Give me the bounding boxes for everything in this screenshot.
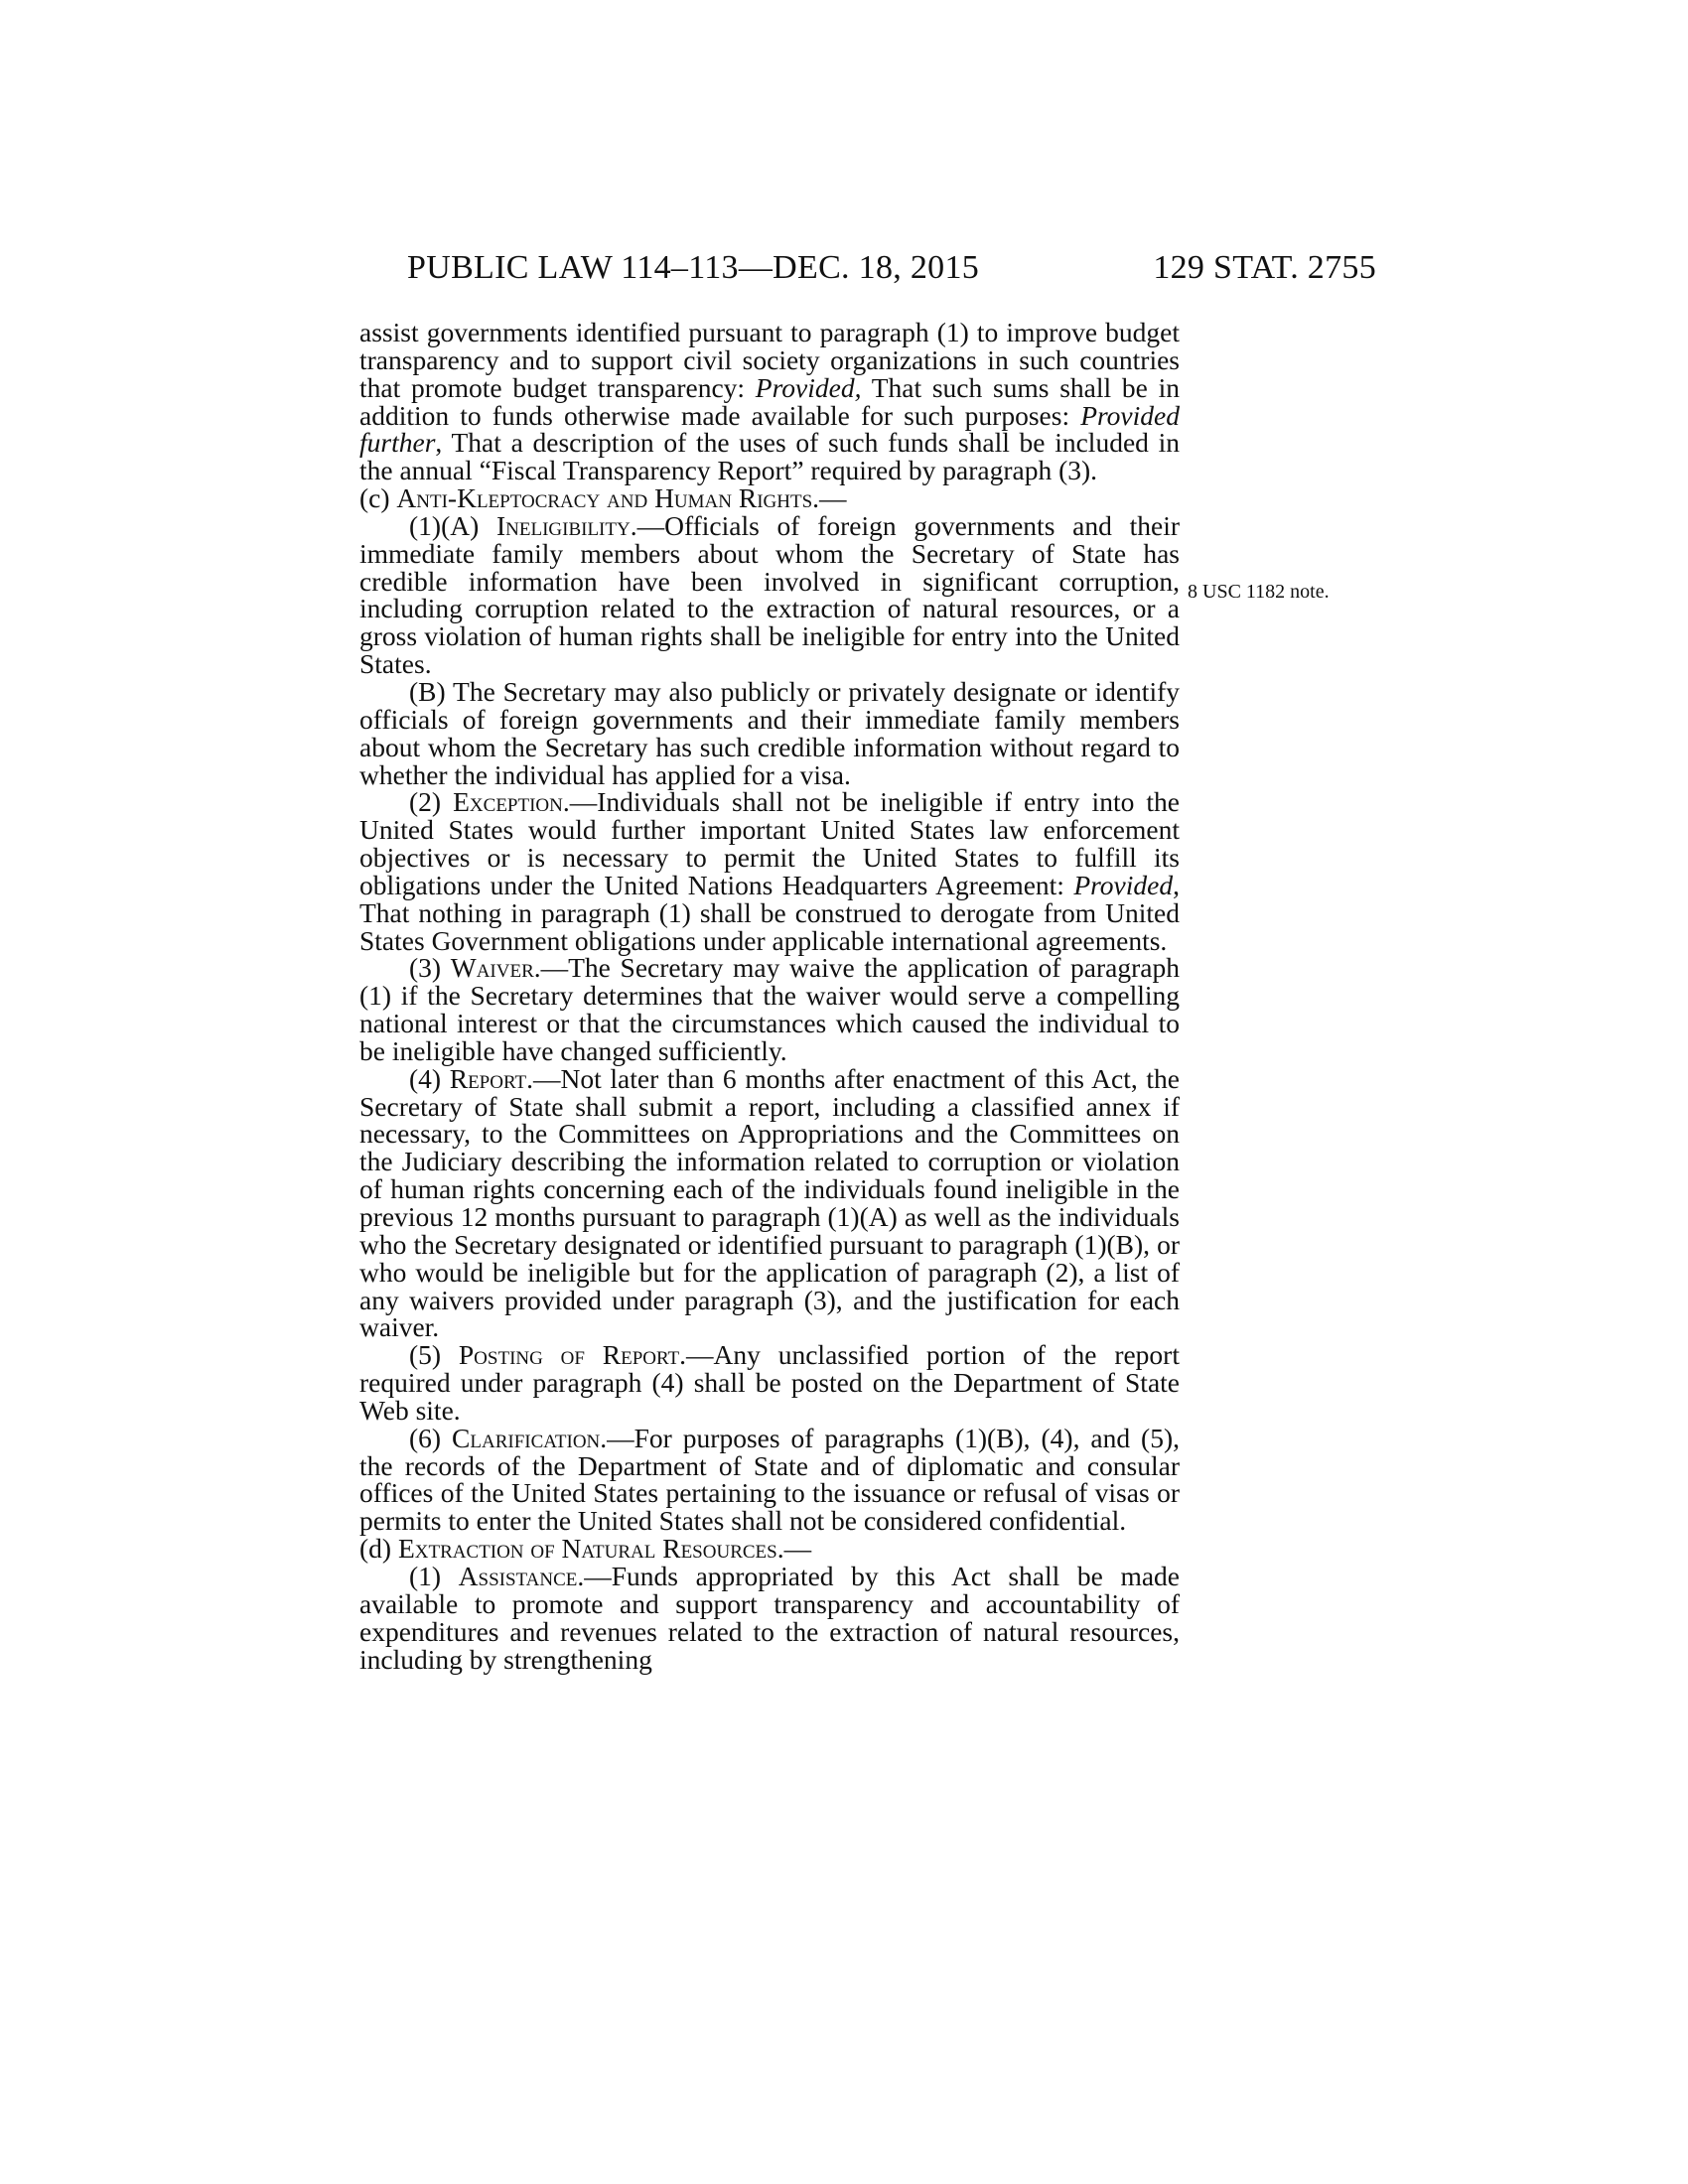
paragraph-c6: (6) Clarification.—For purposes of paragraphs (1)(B), (4), and (5), the records of the Department of State and of diplomatic and consular offices of the United States pertaining to the issuance or refusal of visas or permits to enter the United States shall not be considered confidential.: [359, 1422, 1180, 1537]
paragraph-c1a: (1)(A) Ineligibility.—Officials of foreign governments and their immediate family members about whom the Secretary of State has credible information have been involved in significant corruption, including corruption related to the extraction of natural resources, or a gross violation of human rights shall be ineligible for entry into the United States.: [359, 509, 1180, 680]
paragraph-d1: (1) Assistance.—Funds appropriated by this Act shall be made available to promote and support transparency and accountability of expenditures and revenues related to the extraction of natural resources, including by strengthening: [359, 1560, 1180, 1675]
paragraph-b-continuation: assist governments identified pursuant to paragraph (1) to improve budget transparency and to support civil society organizations in such countries that promote budget transparency: Provided, That such sums shall be in addition to funds otherwise made available for such purposes: Provided further, That a description of the uses of such funds shall be included in the annual “Fiscal Transparency Report” required by paragraph (3).: [359, 317, 1180, 486]
paragraph-c5: (5) Posting of Report.—Any unclassified portion of the report required under paragraph (4) shall be posted on the Department of State Web site.: [359, 1339, 1180, 1426]
paragraph-c2: (2) Exception.—Individuals shall not be ineligible if entry into the United States would further important United States law enforcement objectives or is necessary to permit the United States to fulfill its obligations under the United Nations Headquarters Agreement: Provided, That nothing in paragraph (1) shall be construed to derogate from United States Government obligations under applicable international agreements.: [359, 786, 1180, 956]
paragraph-c1b: (B) The Secretary may also publicly or privately designate or identify officials of foreign governments and their immediate family members about whom the Secretary has such credible information without regard to whether the individual has applied for a visa.: [359, 675, 1180, 790]
statute-page-number: 129 STAT. 2755: [1153, 249, 1376, 286]
subsection-c-heading: (c) Anti-Kleptocracy and Human Rights.—: [359, 482, 847, 514]
page-header: [359, 248, 1376, 288]
paragraph-c4: (4) Report.—Not later than 6 months after enactment of this Act, the Secretary of State shall submit a report, including a classified annex if necessary, to the Committees on Appropriations and the Committees on the Judiciary describing the information related to corruption or violation of human rights concerning each of the individuals found ineligible in the previous 12 months pursuant to paragraph (1)(A) as well as the individuals who the Secretary designated or identified pursuant to paragraph (1)(B), or who would be ineligible but for the application of paragraph (2), a list of any waivers provided under paragraph (3), and the justification for each waiver.: [359, 1062, 1180, 1343]
body-text: [359, 319, 1180, 1673]
paragraph-c3: (3) Waiver.—The Secretary may waive the application of paragraph (1) if the Secretary determines that the waiver would serve a compelling national interest or that the circumstances which caused the individual to be ineligible have changed sufficiently.: [359, 952, 1180, 1066]
law-citation: PUBLIC LAW 114–113—DEC. 18, 2015: [407, 249, 980, 286]
subsection-d-heading: (d) Extraction of Natural Resources.—: [359, 1533, 812, 1565]
margin-note: 8 USC 1182 note.: [1188, 581, 1330, 603]
